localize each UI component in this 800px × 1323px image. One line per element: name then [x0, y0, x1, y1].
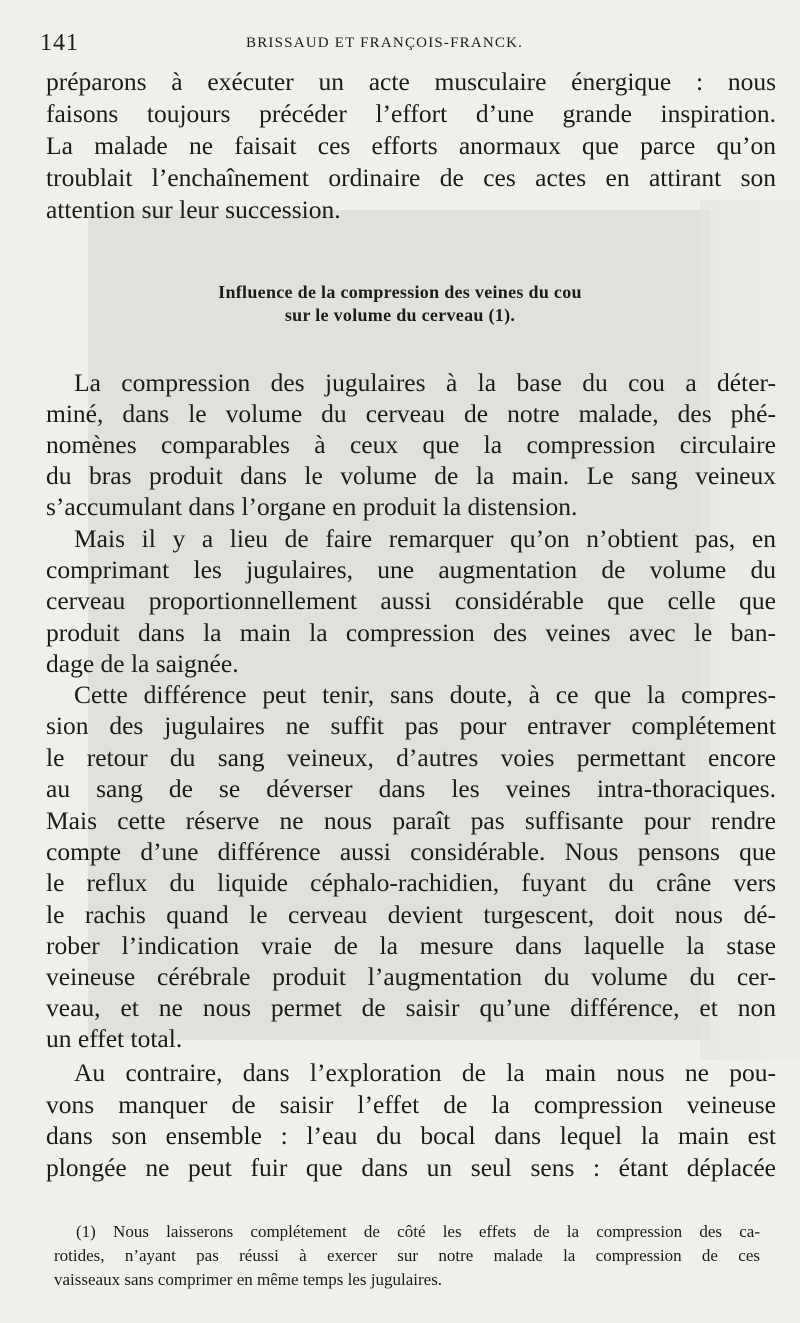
- page-header: [40, 30, 760, 60]
- text-line: Mais il y a lieu de faire remarquer qu’on n’obtient pas, en: [74, 524, 776, 553]
- text-line: le reflux du liquide céphalo-rachidien, fuyant du crâne vers: [46, 868, 776, 897]
- text-line: dans son ensemble : l’eau du bocal dans lequel la main est: [46, 1121, 776, 1150]
- text-line: un effet total.: [46, 1024, 183, 1053]
- page-number: 141: [40, 30, 79, 56]
- text-line: Cette différence peut tenir, sans doute, à ce que la compres-: [74, 680, 776, 709]
- text-line: compte d’une différence aussi considérable. Nous pensons que: [46, 837, 776, 866]
- section-title: sur le volume du cerveau (1).: [284, 305, 516, 325]
- text-line: au sang de se déverser dans les veines intra-thoraciques.: [46, 774, 776, 803]
- text-line: La malade ne faisait ces efforts anormaux que parce qu’on: [46, 131, 776, 160]
- text-line: dage de la saignée.: [46, 649, 239, 678]
- text-line: le retour du sang veineux, d’autres voies permettant encore: [46, 743, 776, 772]
- running-head: BRISSAUD ET FRANÇOIS-FRANCK.: [246, 35, 524, 51]
- text-line: attention sur leur succession.: [46, 195, 341, 224]
- text-line: s’accumulant dans l’organe en produit la distension.: [46, 492, 578, 521]
- text-line: La compression des jugulaires à la base du cou a déter-: [74, 368, 776, 397]
- section-title: Influence de la compression des veines du cou: [218, 282, 582, 302]
- text-line: nomènes comparables à ceux que la compression circulaire: [46, 430, 776, 459]
- text-line: préparons à exécuter un acte musculaire énergique : nous: [46, 67, 776, 96]
- footnote-line: vaisseaux sans comprimer en même temps les jugulaires.: [54, 1270, 443, 1289]
- text-line: le rachis quand le cerveau devient turgescent, doit nous dé-: [46, 900, 776, 929]
- text-line: troublait l’enchaînement ordinaire de ces actes en attirant son: [46, 163, 776, 192]
- footnote-line: (1) Nous laisserons complétement de côté les effets de la compression des ca-: [76, 1222, 760, 1241]
- text-line: vons manquer de saisir l’effet de la compression veineuse: [46, 1090, 776, 1119]
- text-line: Mais cette réserve ne nous paraît pas suffisante pour rendre: [46, 806, 776, 835]
- text-line: faisons toujours précéder l’effort d’une grande inspiration.: [46, 99, 776, 128]
- text-line: comprimant les jugulaires, une augmentation de volume du: [46, 555, 776, 584]
- text-line: cerveau proportionnellement aussi considérable que celle que: [46, 586, 776, 615]
- text-line: veineuse cérébrale produit l’augmentation du volume du cer-: [46, 962, 776, 991]
- text-line: produit dans la main la compression des veines avec le ban-: [46, 618, 776, 647]
- text-line: plongée ne peut fuir que dans un seul sens : étant déplacée: [46, 1153, 776, 1182]
- text-line: du bras produit dans le volume de la main. Le sang veineux: [46, 461, 776, 490]
- text-line: miné, dans le volume du cerveau de notre malade, des phé-: [46, 399, 776, 428]
- text-line: veau, et ne nous permet de saisir qu’une différence, et non: [46, 993, 776, 1022]
- text-line: rober l’indication vraie de la mesure dans laquelle la stase: [46, 931, 776, 960]
- text-line: sion des jugulaires ne suffit pas pour entraver complétement: [46, 711, 776, 740]
- text-line: Au contraire, dans l’exploration de la main nous ne pou-: [74, 1058, 776, 1087]
- footnote-line: rotides, n’ayant pas réussi à exercer sur notre malade la compression de ces: [54, 1246, 760, 1265]
